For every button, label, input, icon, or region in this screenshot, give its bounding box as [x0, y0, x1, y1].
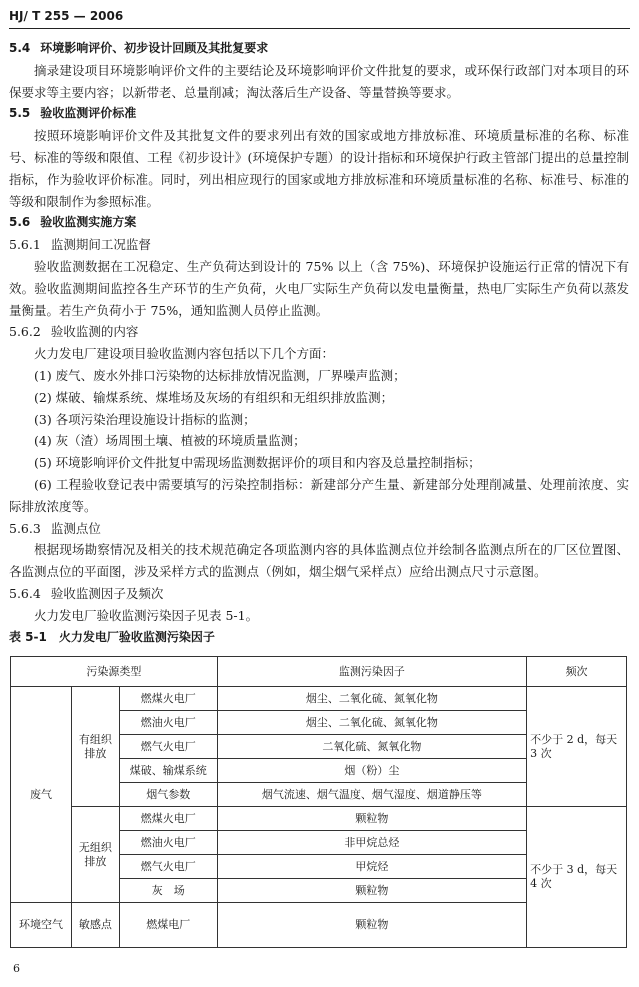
- source-cell: 燃煤电厂: [119, 903, 217, 948]
- table-row: [11, 807, 627, 831]
- source-cell: 烟气参数: [119, 783, 217, 807]
- section-body-5-4: 摘录建设项目环境影响评价文件的主要结论及环境影响评价文件批复的要求，或环保行政部门对本项目的环保要求等主要内容；以新带老、总量削减；淘汰落后生产设备、等量替换等要求。: [9, 62, 629, 100]
- list-item: (5) 环境影响评价文件批复中需现场监测数据评价的项目和内容及总量控制指标；: [34, 455, 481, 471]
- category-ambient: 环境空气: [11, 903, 72, 948]
- header-factors: 监测污染因子: [217, 657, 526, 687]
- section-body-5-5: 按照环境影响评价文件及其批复文件的要求列出有效的国家或地方排放标准、环境质量标准的名称、标准号、标准的等级和限值、工程《初步设计》(环境保护专题）的设计指标和环境保护行政主管部门提出的总量控制指标，作为验收评价标准。同时，列出相应现行的国家或地方排放标准和环境质量标准的名称、标准号、标准的等级和限制作为参照标准。: [9, 128, 629, 209]
- category-organized: 有组织排放: [71, 687, 119, 807]
- factor-cell: 烟（粉）尘: [217, 759, 526, 783]
- page-number: 6: [13, 962, 20, 975]
- table-caption: 表 5-1 火力发电厂验收监测污染因子: [9, 629, 215, 644]
- frequency-unorganized: 不少于 3 d，每天 4 次: [527, 807, 627, 948]
- section-heading-5-4: 5.4 环境影响评价、初步设计回顾及其批复要求: [9, 41, 269, 55]
- table-header-row: [11, 657, 627, 687]
- section-heading-5-5: 5.5 验收监测评价标准: [9, 106, 137, 121]
- document-body: [9, 38, 629, 648]
- header-source-type: 污染源类型: [11, 657, 218, 687]
- category-unorganized: 无组织排放: [71, 807, 119, 903]
- category-waste-gas: 废气: [11, 687, 72, 903]
- standard-header: HJ/ T 255 — 2006: [9, 9, 124, 23]
- pollution-factor-table: [10, 656, 627, 948]
- source-cell: 燃煤火电厂: [119, 807, 217, 831]
- list-item: (4) 灰（渣）场周围土壤、植被的环境质量监测；: [34, 433, 306, 449]
- table-row: [11, 687, 627, 711]
- section-heading-5-6-3: 5.6.3 监测点位: [9, 520, 101, 536]
- section-heading-5-6-1: 5.6.1 监测期间工况监督: [9, 237, 151, 253]
- list-item: (1) 废气、废水外排口污染物的达标排放情况监测，厂界噪声监测；: [34, 367, 406, 383]
- section-body-5-6-4: 火力发电厂验收监测污染因子见表 5-1。: [34, 607, 259, 623]
- list-item: (3) 各项污染治理设施设计指标的监测；: [34, 411, 256, 427]
- factor-cell: 颗粒物: [217, 903, 526, 948]
- factor-cell: 颗粒物: [217, 807, 526, 831]
- section-body-5-6-1: 验收监测数据在工况稳定、生产负荷达到设计的 75% 以上（含 75%)、环境保护设施运行正常的情况下有效。验收监测期间监控各生产环节的生产负荷，火电厂实际生产负荷以发电量衡量，热电厂实际生产负荷以蒸发量衡量。若生产负荷小于 75%，通知监测人员停止监测。: [9, 258, 629, 318]
- factor-cell: 烟尘、二氧化硫、氮氧化物: [217, 687, 526, 711]
- source-cell: 燃气火电厂: [119, 735, 217, 759]
- section-heading-5-6-4: 5.6.4 验收监测因子及频次: [9, 585, 164, 601]
- section-heading-5-6-2: 5.6.2 验收监测的内容: [9, 324, 139, 340]
- factor-cell: 烟气流速、烟气温度、烟气湿度、烟道静压等: [217, 783, 526, 807]
- header-rule: [9, 28, 630, 29]
- factor-cell: 非甲烷总烃: [217, 831, 526, 855]
- section-heading-5-6: 5.6 验收监测实施方案: [9, 215, 137, 230]
- source-cell: 燃油火电厂: [119, 711, 217, 735]
- source-cell: 燃油火电厂: [119, 831, 217, 855]
- source-cell: 燃煤火电厂: [119, 687, 217, 711]
- list-item: (6) 工程验收登记表中需要填写的污染控制指标：新建部分产生量、新建部分处理削减量、处理前浓度、实际排放浓度等。: [9, 476, 629, 514]
- source-cell: 煤破、输煤系统: [119, 759, 217, 783]
- category-sensitive: 敏感点: [71, 903, 119, 948]
- factor-cell: 颗粒物: [217, 879, 526, 903]
- factor-cell: 烟尘、二氧化硫、氮氧化物: [217, 711, 526, 735]
- source-cell: 灰 场: [119, 879, 217, 903]
- factor-cell: 二氧化硫、氮氧化物: [217, 735, 526, 759]
- section-body-5-6-3: 根据现场勘察情况及相关的技术规范确定各项监测内容的具体监测点位并绘制各监测点所在的厂区位置图、各监测点位的平面图，涉及采样方式的监测点（例如，烟尘烟气采样点）应给出测点尺寸示意图。: [9, 542, 629, 580]
- list-item: (2) 煤破、输煤系统、煤堆场及灰场的有组织和无组织排放监测；: [34, 389, 394, 405]
- factor-cell: 甲烷烃: [217, 855, 526, 879]
- header-frequency: 频次: [527, 657, 627, 687]
- source-cell: 燃气火电厂: [119, 855, 217, 879]
- section-intro-5-6-2: 火力发电厂建设项目验收监测内容包括以下几个方面：: [34, 346, 335, 362]
- frequency-organized: 不少于 2 d，每天 3 次: [527, 687, 627, 807]
